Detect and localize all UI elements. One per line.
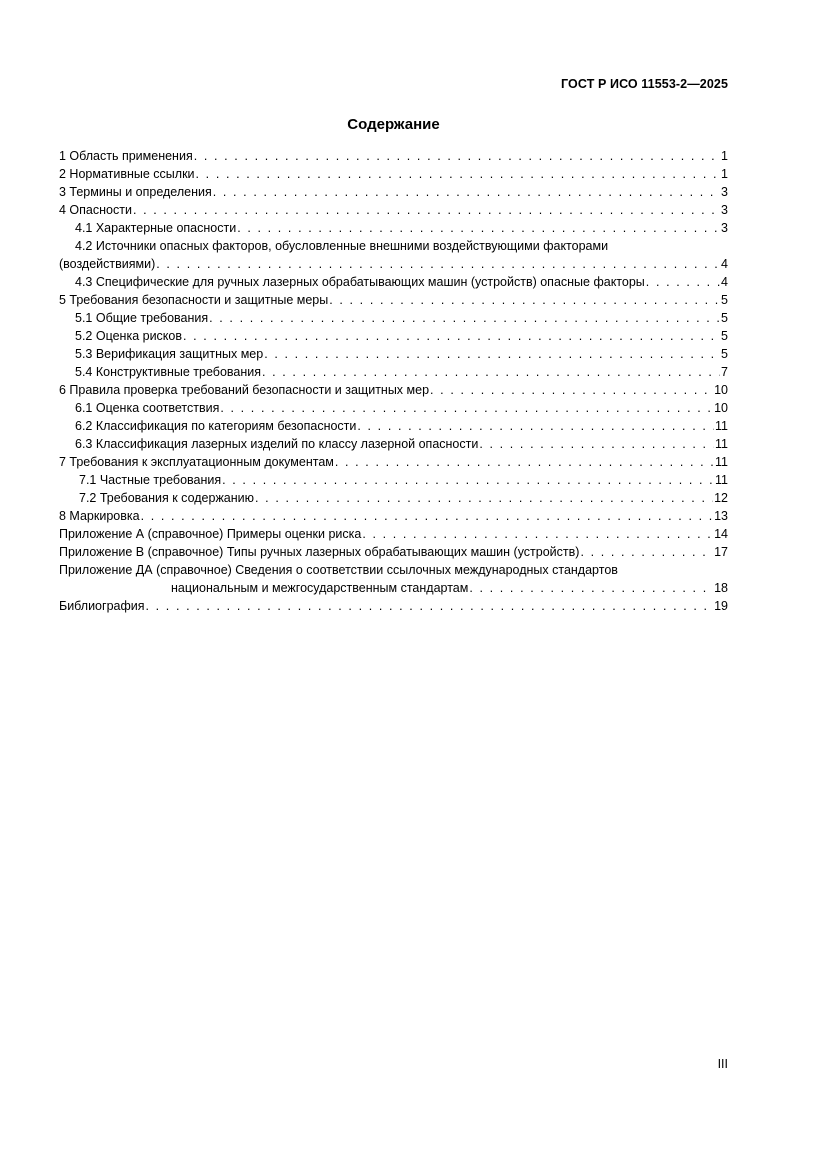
toc-entry-label: Библиография xyxy=(59,599,145,613)
toc-entry-label: 7.1 Частные требования xyxy=(79,473,222,487)
toc-entry-4-2-line1[interactable] xyxy=(59,237,728,255)
toc-entry-label: 3 Термины и определения xyxy=(59,185,212,199)
toc-entry-3[interactable] xyxy=(59,183,728,201)
toc-entry-label: 5.4 Конструктивные требования xyxy=(75,365,261,379)
dot-leader xyxy=(357,417,714,435)
toc-entry-label: 6 Правила проверка требований безопасности и защитных мер xyxy=(59,383,430,397)
toc-entry-page: 11 xyxy=(715,473,728,487)
toc-entry-page: 5 xyxy=(721,311,728,325)
dot-leader xyxy=(194,147,720,165)
dot-leader xyxy=(196,165,721,183)
toc-entry-label: 7 Требования к эксплуатационным документам xyxy=(59,455,334,469)
toc-entry-page: 18 xyxy=(714,581,728,595)
dot-leader xyxy=(237,219,720,237)
dot-leader xyxy=(133,201,720,219)
toc-entry-6-3[interactable] xyxy=(59,435,728,453)
toc-entry-page: 12 xyxy=(714,491,728,505)
toc-entry-label: 5.2 Оценка рисков xyxy=(75,329,183,343)
dot-leader xyxy=(262,363,720,381)
dot-leader xyxy=(362,525,713,543)
toc-entry-page: 4 xyxy=(721,275,728,289)
toc-entry-page: 3 xyxy=(721,203,728,217)
toc-entry-page: 10 xyxy=(714,383,728,397)
toc-entry-label: 4 Опасности xyxy=(59,203,132,217)
toc-entry-page: 1 xyxy=(721,149,728,163)
dot-leader xyxy=(220,399,713,417)
toc-entry-4-1[interactable] xyxy=(59,219,728,237)
toc-entry-4-3[interactable] xyxy=(59,273,728,291)
dot-leader xyxy=(183,327,720,345)
toc-entry-page: 19 xyxy=(714,599,728,613)
dot-leader xyxy=(141,507,714,525)
toc-entry-label: 2 Нормативные ссылки xyxy=(59,167,195,181)
toc-entry-5-4[interactable] xyxy=(59,363,728,381)
toc-entry-page: 7 xyxy=(721,365,728,379)
toc-entry-8[interactable] xyxy=(59,507,728,525)
toc-entry-label: Приложение ДА (справочное) Сведения о соответствии ссылочных международных стандартов xyxy=(59,563,618,577)
toc-entry-page: 13 xyxy=(714,509,728,523)
dot-leader xyxy=(255,489,713,507)
toc-entry-page: 5 xyxy=(721,329,728,343)
toc-title: Содержание xyxy=(347,116,440,133)
toc-entry-appendix-b[interactable] xyxy=(59,543,728,561)
toc-entry-bibliography[interactable] xyxy=(59,597,728,615)
toc-entry-6[interactable] xyxy=(59,381,728,399)
document-id: ГОСТ Р ИСО 11553-2—2025 xyxy=(561,77,728,91)
dot-leader xyxy=(156,255,720,273)
toc-entry-label: 5.1 Общие требования xyxy=(75,311,209,325)
toc-entry-label: Приложение В (справочное) Типы ручных лазерных обрабатывающих машин (устройств) xyxy=(59,545,580,559)
toc-entry-page: 17 xyxy=(714,545,728,559)
toc-entry-label: 5.3 Верификация защитных мер xyxy=(75,347,264,361)
toc-entry-page: 11 xyxy=(715,455,728,469)
toc-entry-label: национальным и межгосударственным стандартам xyxy=(171,581,469,595)
dot-leader xyxy=(335,453,714,471)
toc-entry-page: 5 xyxy=(721,293,728,307)
toc-entry-label: 4.3 Специфические для ручных лазерных обрабатывающих машин (устройств) опасные факторы xyxy=(75,275,645,289)
toc-entry-page: 14 xyxy=(714,527,728,541)
toc-entry-7-1[interactable] xyxy=(59,471,728,489)
toc-entry-label: 8 Маркировка xyxy=(59,509,140,523)
toc-entry-label: 6.3 Классификация лазерных изделий по классу лазерной опасности xyxy=(75,437,479,451)
toc-entry-label: 1 Область применения xyxy=(59,149,193,163)
toc-entry-appendix-a[interactable] xyxy=(59,525,728,543)
toc-entry-page: 3 xyxy=(721,185,728,199)
dot-leader xyxy=(209,309,720,327)
toc-entry-5-1[interactable] xyxy=(59,309,728,327)
toc-entry-page: 11 xyxy=(715,419,728,433)
toc-entry-1[interactable] xyxy=(59,147,728,165)
toc-entry-label: 4.1 Характерные опасности xyxy=(75,221,237,235)
dot-leader xyxy=(213,183,720,201)
toc-entry-appendix-da-line1[interactable] xyxy=(59,561,728,579)
toc-entry-appendix-da-line2[interactable] xyxy=(59,579,728,597)
page-number: III xyxy=(717,1057,728,1071)
dot-leader xyxy=(329,291,720,309)
dot-leader xyxy=(469,579,713,597)
toc-entry-page: 10 xyxy=(714,401,728,415)
toc-entry-label: 7.2 Требования к содержанию xyxy=(79,491,255,505)
toc-entry-label: 4.2 Источники опасных факторов, обусловленные внешними воздействующими факторами xyxy=(75,239,609,253)
dot-leader xyxy=(222,471,714,489)
toc-entry-page: 1 xyxy=(721,167,728,181)
dot-leader xyxy=(264,345,720,363)
dot-leader xyxy=(580,543,713,561)
toc-entry-5-2[interactable] xyxy=(59,327,728,345)
toc-entry-page: 5 xyxy=(721,347,728,361)
toc-entry-label: (воздействиями) xyxy=(59,257,156,271)
toc-entry-4-2-line2[interactable] xyxy=(59,255,728,273)
dot-leader xyxy=(146,597,714,615)
toc-entry-5[interactable] xyxy=(59,291,728,309)
toc-entry-label: 6.2 Классификация по категориям безопасности xyxy=(75,419,357,433)
toc-entry-6-1[interactable] xyxy=(59,399,728,417)
dot-leader xyxy=(430,381,713,399)
table-of-contents xyxy=(59,147,728,615)
toc-entry-page: 11 xyxy=(715,437,728,451)
toc-entry-7-2[interactable] xyxy=(59,489,728,507)
toc-entry-4[interactable] xyxy=(59,201,728,219)
toc-entry-page: 4 xyxy=(721,257,728,271)
toc-entry-6-2[interactable] xyxy=(59,417,728,435)
dot-leader xyxy=(479,435,714,453)
toc-entry-2[interactable] xyxy=(59,165,728,183)
toc-entry-7[interactable] xyxy=(59,453,728,471)
toc-entry-label: 6.1 Оценка соответствия xyxy=(75,401,220,415)
dot-leader xyxy=(646,273,720,291)
toc-entry-page: 3 xyxy=(721,221,728,235)
toc-entry-5-3[interactable] xyxy=(59,345,728,363)
toc-entry-label: Приложение А (справочное) Примеры оценки риска xyxy=(59,527,362,541)
toc-entry-label: 5 Требования безопасности и защитные меры xyxy=(59,293,329,307)
